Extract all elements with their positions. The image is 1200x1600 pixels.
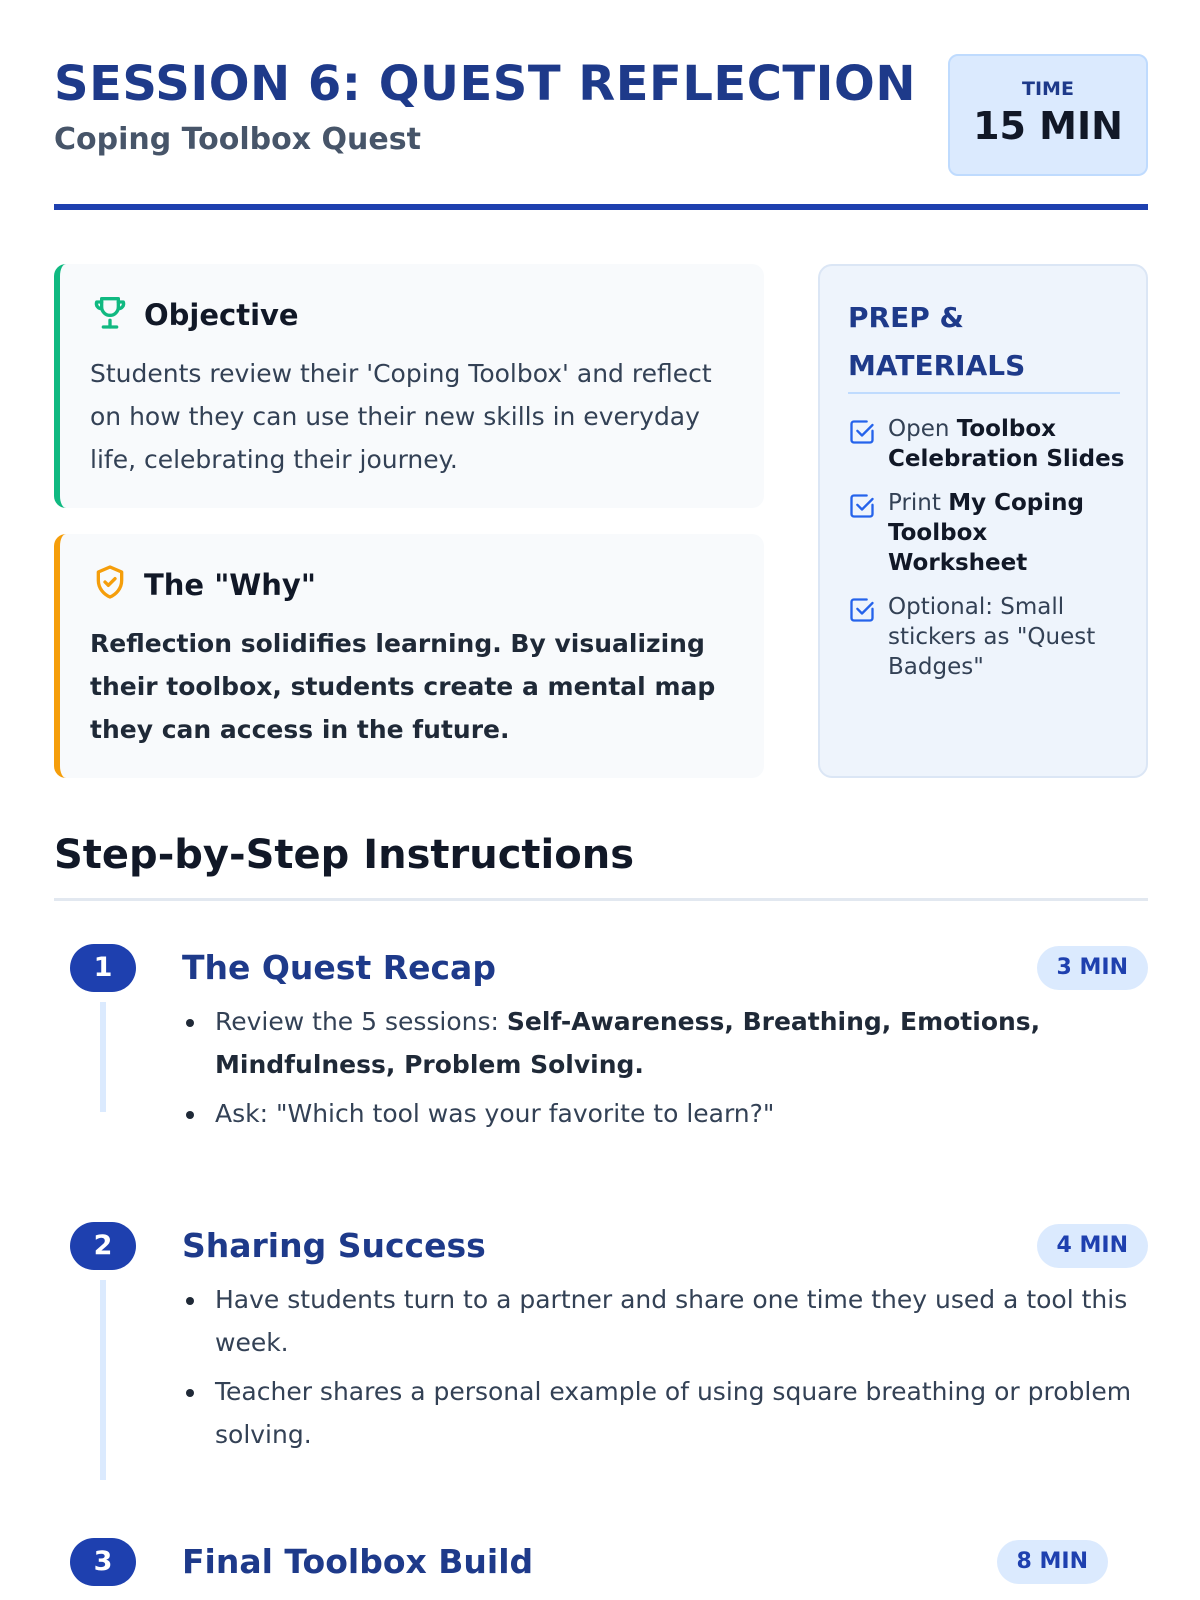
prep-divider — [848, 392, 1120, 394]
checkbox-checked-icon — [848, 488, 876, 578]
prep-list — [848, 414, 1130, 696]
list-item: Teacher shares a personal example of using square breathing or problem solving. — [182, 1370, 1132, 1456]
step-2 — [54, 1222, 1148, 1492]
step-number: 1 — [70, 944, 136, 992]
shield-check-icon — [90, 562, 130, 607]
step-title: The Quest Recap — [182, 948, 496, 987]
session-header — [54, 52, 1148, 212]
time-label: TIME — [1022, 78, 1074, 100]
why-title: The "Why" — [144, 567, 316, 602]
step-title: Final Toolbox Build — [182, 1542, 534, 1581]
prep-item-text: Open Toolbox Celebration Slides — [888, 416, 1125, 472]
step-bullets — [182, 1278, 1132, 1462]
trophy-icon — [90, 292, 130, 337]
step-duration-badge: 3 MIN — [1037, 946, 1148, 990]
time-value: 15 MIN — [973, 104, 1123, 148]
header-divider — [54, 204, 1148, 210]
step-duration-badge: 8 MIN — [997, 1540, 1108, 1584]
list-item: Ask: "Which tool was your favorite to learn?" — [182, 1092, 1132, 1135]
step-number: 3 — [70, 1538, 136, 1586]
checkbox-checked-icon — [848, 414, 876, 474]
objective-header — [90, 292, 299, 337]
page-subtitle: Coping Toolbox Quest — [54, 122, 421, 157]
prep-item-text: Print My Coping Toolbox Worksheet — [888, 490, 1084, 576]
list-item: Review the 5 sessions: Self-Awareness, Breathing, Emotions, Mindfulness, Problem Solving. — [182, 1000, 1132, 1086]
instructions-heading: Step-by-Step Instructions — [54, 832, 635, 878]
list-item: Have students turn to a partner and share one time they used a tool this week. — [182, 1278, 1132, 1364]
step-number: 2 — [70, 1222, 136, 1270]
why-text: Reflection solidifies learning. By visualizing their toolbox, students create a mental map they can access in the future. — [90, 629, 716, 744]
objective-title: Objective — [144, 297, 299, 332]
step-3 — [54, 1538, 1108, 1600]
step-bullets — [182, 1000, 1132, 1141]
time-badge — [948, 54, 1148, 176]
step-connector — [100, 1280, 106, 1480]
objective-text: Students review their 'Coping Toolbox' and reflect on how they can use their new skills in everyday life, celebrating their journey. — [90, 359, 712, 474]
why-card — [54, 534, 764, 778]
step-1 — [54, 944, 1148, 1174]
step-title: Sharing Success — [182, 1226, 486, 1265]
prep-item-text: Optional: Small stickers as "Quest Badges" — [888, 594, 1096, 680]
step-duration-badge: 4 MIN — [1037, 1224, 1148, 1268]
why-header — [90, 562, 316, 607]
step-connector — [100, 1002, 106, 1112]
prep-item — [848, 414, 1130, 474]
checkbox-checked-icon — [848, 592, 876, 682]
prep-item — [848, 488, 1130, 578]
page-title: SESSION 6: QUEST REFLECTION — [54, 56, 917, 112]
prep-title: PREP & MATERIALS — [848, 301, 1026, 382]
instructions-divider — [54, 898, 1148, 901]
prep-item — [848, 592, 1130, 682]
prep-materials-panel — [818, 264, 1148, 778]
objective-card — [54, 264, 764, 508]
